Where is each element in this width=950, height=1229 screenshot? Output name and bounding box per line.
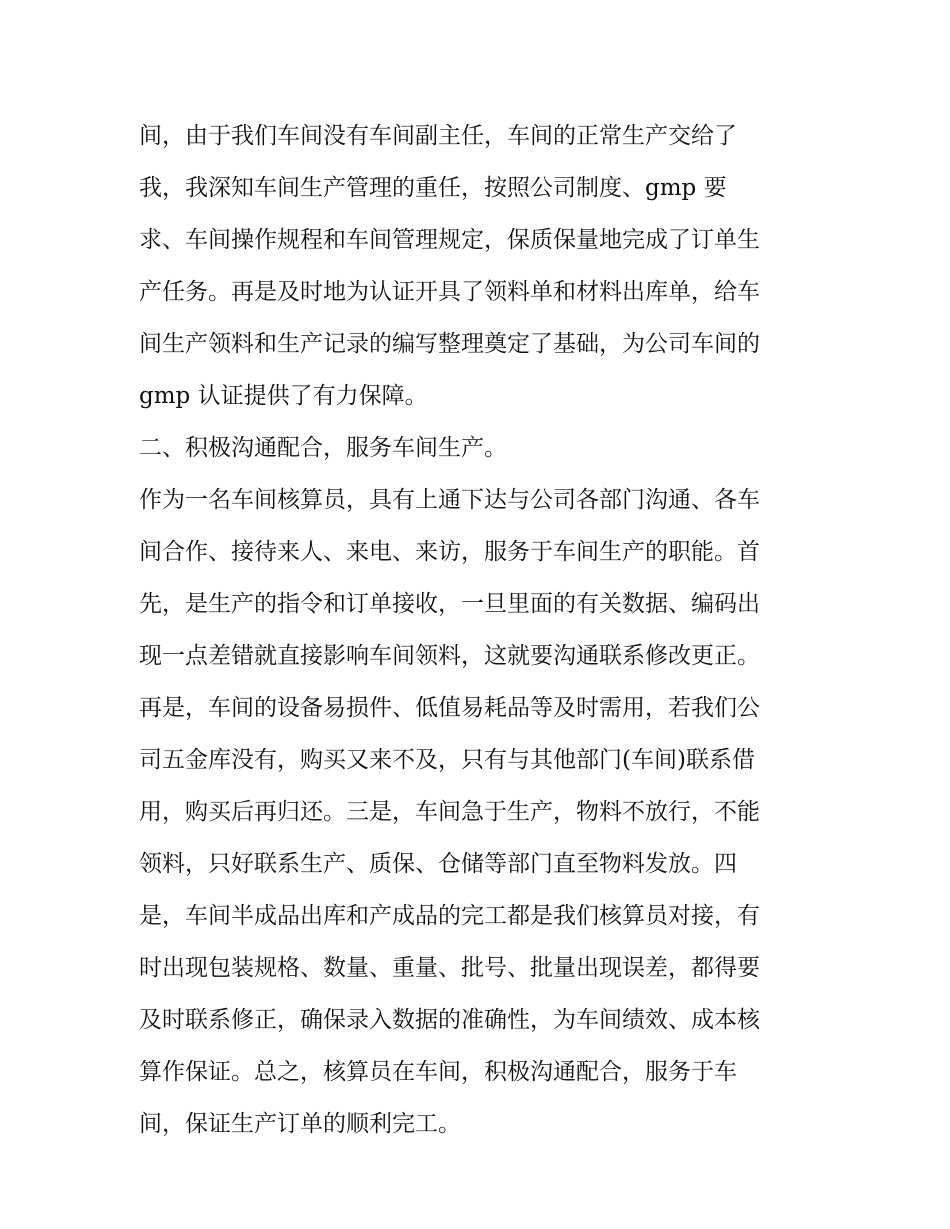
text-line: 间生产领料和生产记录的编写整理奠定了基础，为公司车间的 — [139, 331, 760, 357]
text-line: 是，车间半成品出库和产成品的完工都是我们核算员对接，有 — [139, 903, 760, 929]
section-heading: 二、积极沟通配合，服务车间生产。 — [139, 435, 507, 461]
text-line: 用，购买后再归还。三是，车间急于生产，物料不放行，不能 — [139, 799, 760, 825]
text-line: 求、车间操作规程和车间管理规定，保质保量地完成了订单生 — [139, 227, 760, 253]
text-line: 时出现包装规格、数量、重量、批号、批量出现误差，都得要 — [139, 955, 760, 981]
body-text — [139, 110, 829, 1150]
text-line: 先，是生产的指令和订单接收，一旦里面的有关数据、编码出 — [139, 591, 760, 617]
text-line: 我，我深知车间生产管理的重任，按照公司制度、gmp 要 — [139, 175, 727, 201]
text-line: gmp 认证提供了有力保障。 — [139, 383, 428, 409]
text-line: 作为一名车间核算员，具有上通下达与公司各部门沟通、各车 — [139, 487, 760, 513]
text-line: 司五金库没有，购买又来不及，只有与其他部门(车间)联系借 — [139, 747, 755, 773]
text-line: 及时联系修正，确保录入数据的准确性，为车间绩效、成本核 — [139, 1007, 760, 1033]
text-line: 再是，车间的设备易损件、低值易耗品等及时需用，若我们公 — [139, 695, 760, 721]
text-line: 产任务。再是及时地为认证开具了领料单和材料出库单，给车 — [139, 279, 760, 305]
text-line: 间，保证生产订单的顺利完工。 — [139, 1111, 461, 1137]
text-line: 现一点差错就直接影响车间领料，这就要沟通联系修改更正。 — [139, 643, 760, 669]
text-line: 间合作、接待来人、来电、来访，服务于车间生产的职能。首 — [139, 539, 760, 565]
text-line: 间，由于我们车间没有车间副主任，车间的正常生产交给了 — [139, 123, 737, 149]
text-line: 算作保证。总之，核算员在车间，积极沟通配合，服务于车 — [139, 1059, 737, 1085]
text-line: 领料，只好联系生产、质保、仓储等部门直至物料发放。四 — [139, 851, 737, 877]
